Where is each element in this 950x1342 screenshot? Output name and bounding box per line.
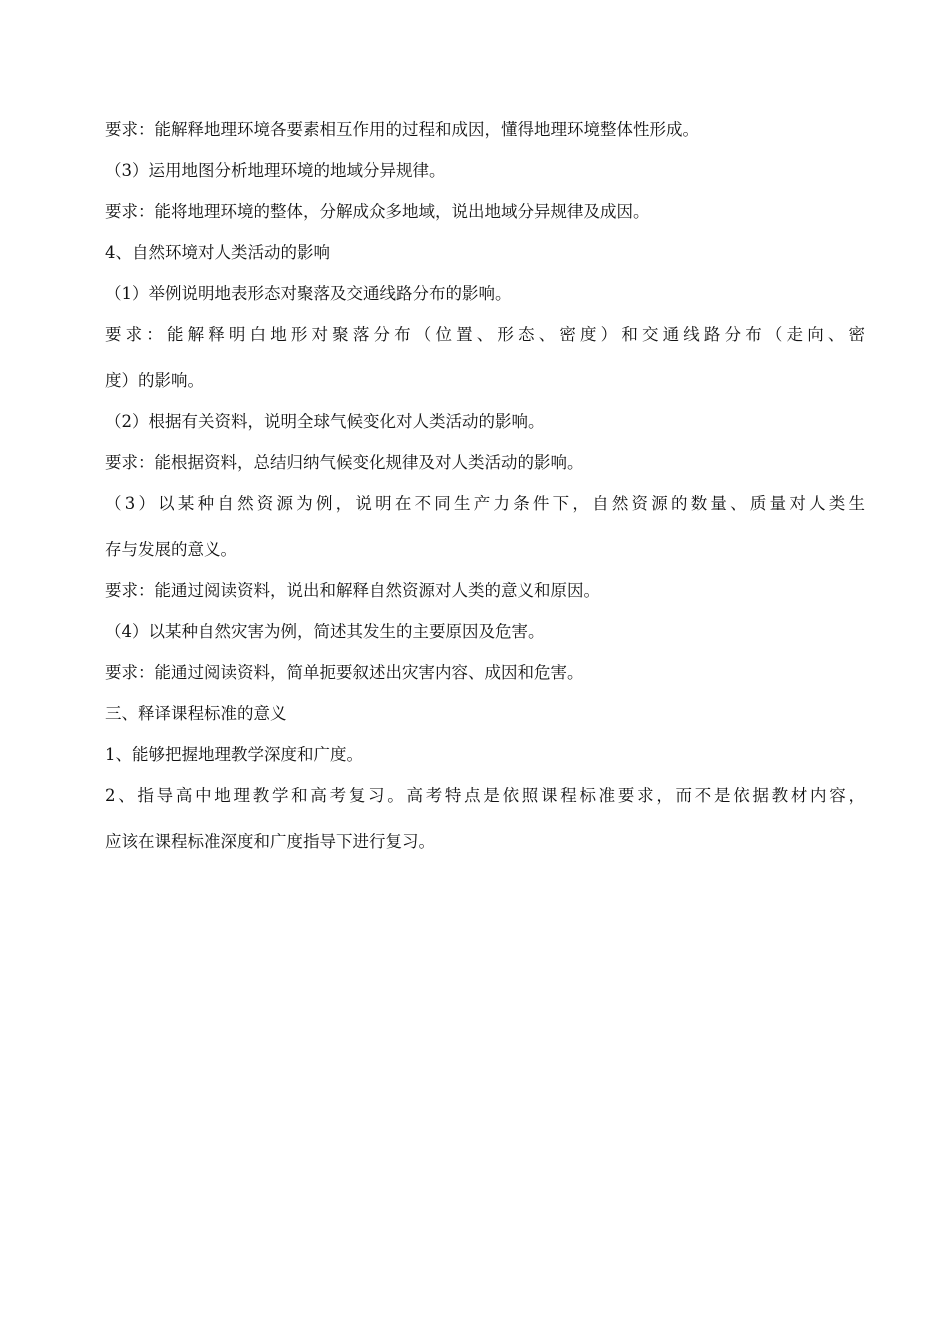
paragraph-requirement-disasters: 要求：能通过阅读资料，简单扼要叙述出灾害内容、成因和危害。 — [105, 663, 584, 682]
item-3-natural-resources-line2: 存与发展的意义。 — [105, 540, 237, 559]
document-body — [105, 118, 865, 871]
item-3-natural-resources-line1: （3）以某种自然资源为例，说明在不同生产力条件下，自然资源的数量、质量对人类生 — [105, 494, 865, 513]
item-3-regional-differentiation: （3）运用地图分析地理环境的地域分异规律。 — [105, 161, 446, 180]
paragraph-requirement-resources: 要求：能通过阅读资料，说出和解释自然资源对人类的意义和原因。 — [105, 581, 600, 600]
paragraph-requirement-landform-line2: 度）的影响。 — [105, 371, 204, 390]
paragraph-requirement-landform-line1: 要求：能解释明白地形对聚落分布（位置、形态、密度）和交通线路分布（走向、密 — [105, 325, 865, 344]
item-1-landform-influence: （1）举例说明地表形态对聚落及交通线路分布的影响。 — [105, 284, 512, 303]
item-2-climate-change: （2）根据有关资料，说明全球气候变化对人类活动的影响。 — [105, 412, 545, 431]
item-4-natural-disasters: （4）以某种自然灾害为例，简述其发生的主要原因及危害。 — [105, 622, 545, 641]
point-2-guidance-line1: 2、指导高中地理教学和高考复习。高考特点是依照课程标准要求，而不是依据教材内容， — [105, 786, 865, 805]
section-heading-4: 4、自然环境对人类活动的影响 — [105, 243, 330, 262]
point-1-depth-breadth: 1、能够把握地理教学深度和广度。 — [105, 745, 363, 764]
paragraph-requirement-integrity: 要求：能解释地理环境各要素相互作用的过程和成因，懂得地理环境整体性形成。 — [105, 120, 699, 139]
section-heading-3: 三、释译课程标准的意义 — [105, 704, 287, 723]
paragraph-requirement-climate: 要求：能根据资料，总结归纳气候变化规律及对人类活动的影响。 — [105, 453, 584, 472]
paragraph-requirement-differentiation: 要求：能将地理环境的整体，分解成众多地域，说出地域分异规律及成因。 — [105, 202, 650, 221]
point-2-guidance-line2: 应该在课程标准深度和广度指导下进行复习。 — [105, 832, 435, 851]
